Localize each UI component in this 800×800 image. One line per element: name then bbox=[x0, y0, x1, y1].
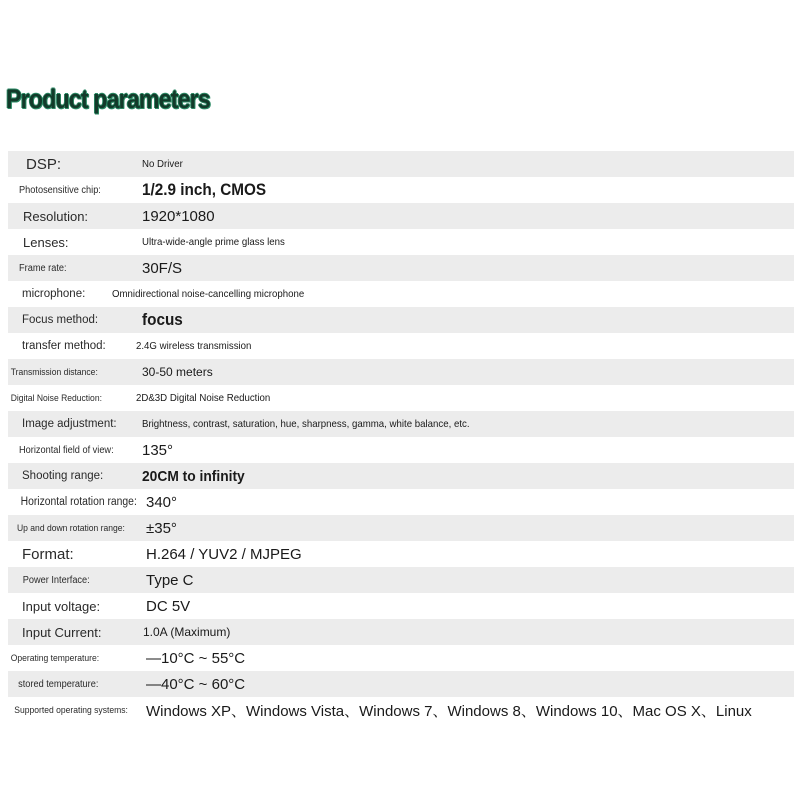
spec-label: Operating temperature: bbox=[10, 652, 100, 664]
spec-label: microphone: bbox=[22, 288, 86, 300]
spec-row-resolution bbox=[8, 203, 794, 229]
spec-row-input-current bbox=[8, 619, 794, 645]
spec-row-supported-os bbox=[8, 697, 794, 723]
spec-value: 2D&3D Digital Noise Reduction bbox=[136, 392, 271, 404]
spec-row-shooting-range bbox=[8, 463, 794, 489]
spec-label: stored temperature: bbox=[18, 678, 99, 690]
spec-label: Input Current: bbox=[22, 624, 102, 640]
spec-value: 1/2.9 inch, CMOS bbox=[142, 180, 267, 199]
spec-label: Focus method: bbox=[22, 314, 99, 326]
spec-value: Brightness, contrast, saturation, hue, sharpness, gamma, white balance, etc. bbox=[142, 418, 470, 430]
spec-row-dsp bbox=[8, 151, 794, 177]
spec-table bbox=[8, 151, 794, 723]
spec-label: Resolution: bbox=[23, 208, 89, 224]
spec-value: —40°C ~ 60°C bbox=[146, 675, 246, 693]
spec-label: Photosensitive chip: bbox=[19, 184, 101, 196]
spec-value: 135° bbox=[142, 441, 174, 459]
spec-value: 20CM to infinity bbox=[142, 467, 245, 485]
page-title: Product parameters bbox=[6, 84, 210, 114]
spec-label: Power Interface: bbox=[22, 574, 90, 586]
spec-row-focus-method bbox=[8, 307, 794, 333]
spec-label: Format: bbox=[22, 545, 74, 563]
spec-row-photosensitive-chip bbox=[8, 177, 794, 203]
spec-value: 1920*1080 bbox=[142, 207, 215, 225]
spec-value: 340° bbox=[146, 493, 178, 511]
spec-label: Up and down rotation range: bbox=[17, 522, 125, 534]
spec-row-horizontal-field-of-view bbox=[8, 437, 794, 463]
spec-row-image-adjustment bbox=[8, 411, 794, 437]
spec-label: Horizontal field of view: bbox=[19, 444, 114, 456]
spec-row-format bbox=[8, 541, 794, 567]
spec-label: Supported operating systems: bbox=[14, 704, 128, 716]
spec-row-lenses bbox=[8, 229, 794, 255]
spec-row-up-down-rotation-range bbox=[8, 515, 794, 541]
spec-value: 1.0A (Maximum) bbox=[143, 625, 231, 639]
spec-label: Shooting range: bbox=[22, 470, 104, 482]
spec-value: Windows XP、Windows Vista、Windows 7、Windows 8、Windows 10、Mac OS X、Linux bbox=[146, 702, 752, 720]
spec-row-input-voltage bbox=[8, 593, 794, 619]
spec-value: 2.4G wireless transmission bbox=[136, 340, 252, 352]
spec-value: Type C bbox=[146, 571, 194, 589]
spec-label: DSP: bbox=[26, 155, 62, 173]
spec-value: No Driver bbox=[142, 158, 183, 170]
spec-value: DC 5V bbox=[146, 597, 191, 615]
spec-label: Transmission distance: bbox=[10, 366, 98, 378]
spec-value: focus bbox=[142, 310, 183, 329]
spec-row-transfer-method bbox=[8, 333, 794, 359]
spec-label: Input voltage: bbox=[22, 598, 101, 614]
spec-value: ±35° bbox=[146, 519, 177, 537]
spec-row-digital-noise-reduction bbox=[8, 385, 794, 411]
spec-value: Ultra-wide-angle prime glass lens bbox=[142, 236, 285, 248]
spec-row-operating-temperature bbox=[8, 645, 794, 671]
spec-label: Digital Noise Reduction: bbox=[10, 392, 102, 404]
spec-value: —10°C ~ 55°C bbox=[146, 649, 246, 667]
spec-label: Frame rate: bbox=[19, 262, 67, 274]
spec-label: Image adjustment: bbox=[22, 418, 117, 430]
spec-row-horizontal-rotation-range bbox=[8, 489, 794, 515]
spec-value: H.264 / YUV2 / MJPEG bbox=[146, 545, 302, 563]
spec-row-stored-temperature bbox=[8, 671, 794, 697]
spec-row-transmission-distance bbox=[8, 359, 794, 385]
spec-value: 30-50 meters bbox=[142, 365, 213, 379]
spec-row-microphone bbox=[8, 281, 794, 307]
spec-label: Lenses: bbox=[23, 234, 69, 250]
spec-label: transfer method: bbox=[22, 340, 106, 352]
spec-value: Omnidirectional noise-cancelling microphone bbox=[112, 288, 305, 300]
spec-row-power-interface bbox=[8, 567, 794, 593]
spec-row-frame-rate bbox=[8, 255, 794, 281]
spec-label: Horizontal rotation range: bbox=[20, 496, 137, 508]
spec-value: 30F/S bbox=[142, 259, 183, 277]
